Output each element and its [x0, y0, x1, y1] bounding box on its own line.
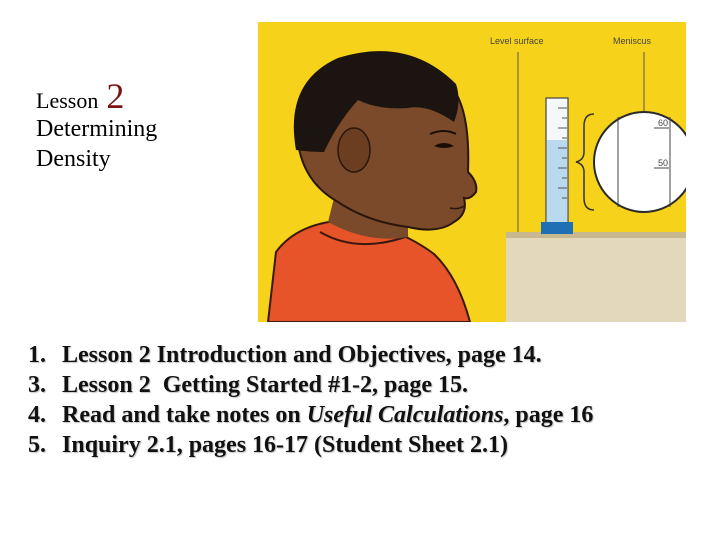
- task-number: 3.: [28, 372, 46, 398]
- subtitle-line-1: Determining: [36, 116, 158, 142]
- task-item: [28, 340, 593, 370]
- scale-label-60: 60: [658, 118, 669, 128]
- task-text: Lesson 2 Introduction and Objectives, page 14.: [62, 342, 542, 368]
- task-text: Lesson 2 Getting Started #1-2, page 15.: [62, 372, 468, 398]
- task-number: 1.: [28, 342, 46, 368]
- cylinder-water: [547, 140, 567, 224]
- task-text-after: , page 16: [503, 402, 594, 428]
- magnifier-circle: [594, 112, 686, 212]
- meniscus-label: Meniscus: [613, 36, 652, 46]
- task-text: [62, 400, 593, 430]
- cylinder-base: [541, 222, 573, 234]
- task-text: Inquiry 2.1, pages 16-17 (Student Sheet 2.1): [62, 432, 509, 458]
- density-illustration: [258, 22, 686, 322]
- table-edge: [506, 232, 686, 238]
- level-surface-label: Level surface: [490, 36, 544, 46]
- task-text-italic: Useful Calculations: [306, 402, 504, 428]
- table-top: [506, 232, 686, 322]
- task-item: [28, 370, 593, 400]
- lesson-word: Lesson: [36, 88, 99, 113]
- task-item: [28, 430, 593, 460]
- subtitle-line-2: Density: [36, 146, 111, 172]
- title-block: [36, 78, 157, 174]
- task-list: [28, 340, 593, 460]
- task-number: 4.: [28, 402, 46, 428]
- lesson-heading: [36, 78, 157, 114]
- lesson-number: 2: [106, 76, 125, 116]
- scale-label-50: 50: [658, 158, 669, 168]
- boy-ear: [338, 128, 370, 172]
- task-number: 5.: [28, 432, 46, 458]
- task-item: [28, 400, 593, 430]
- task-text-before: Read and take notes on: [62, 402, 307, 428]
